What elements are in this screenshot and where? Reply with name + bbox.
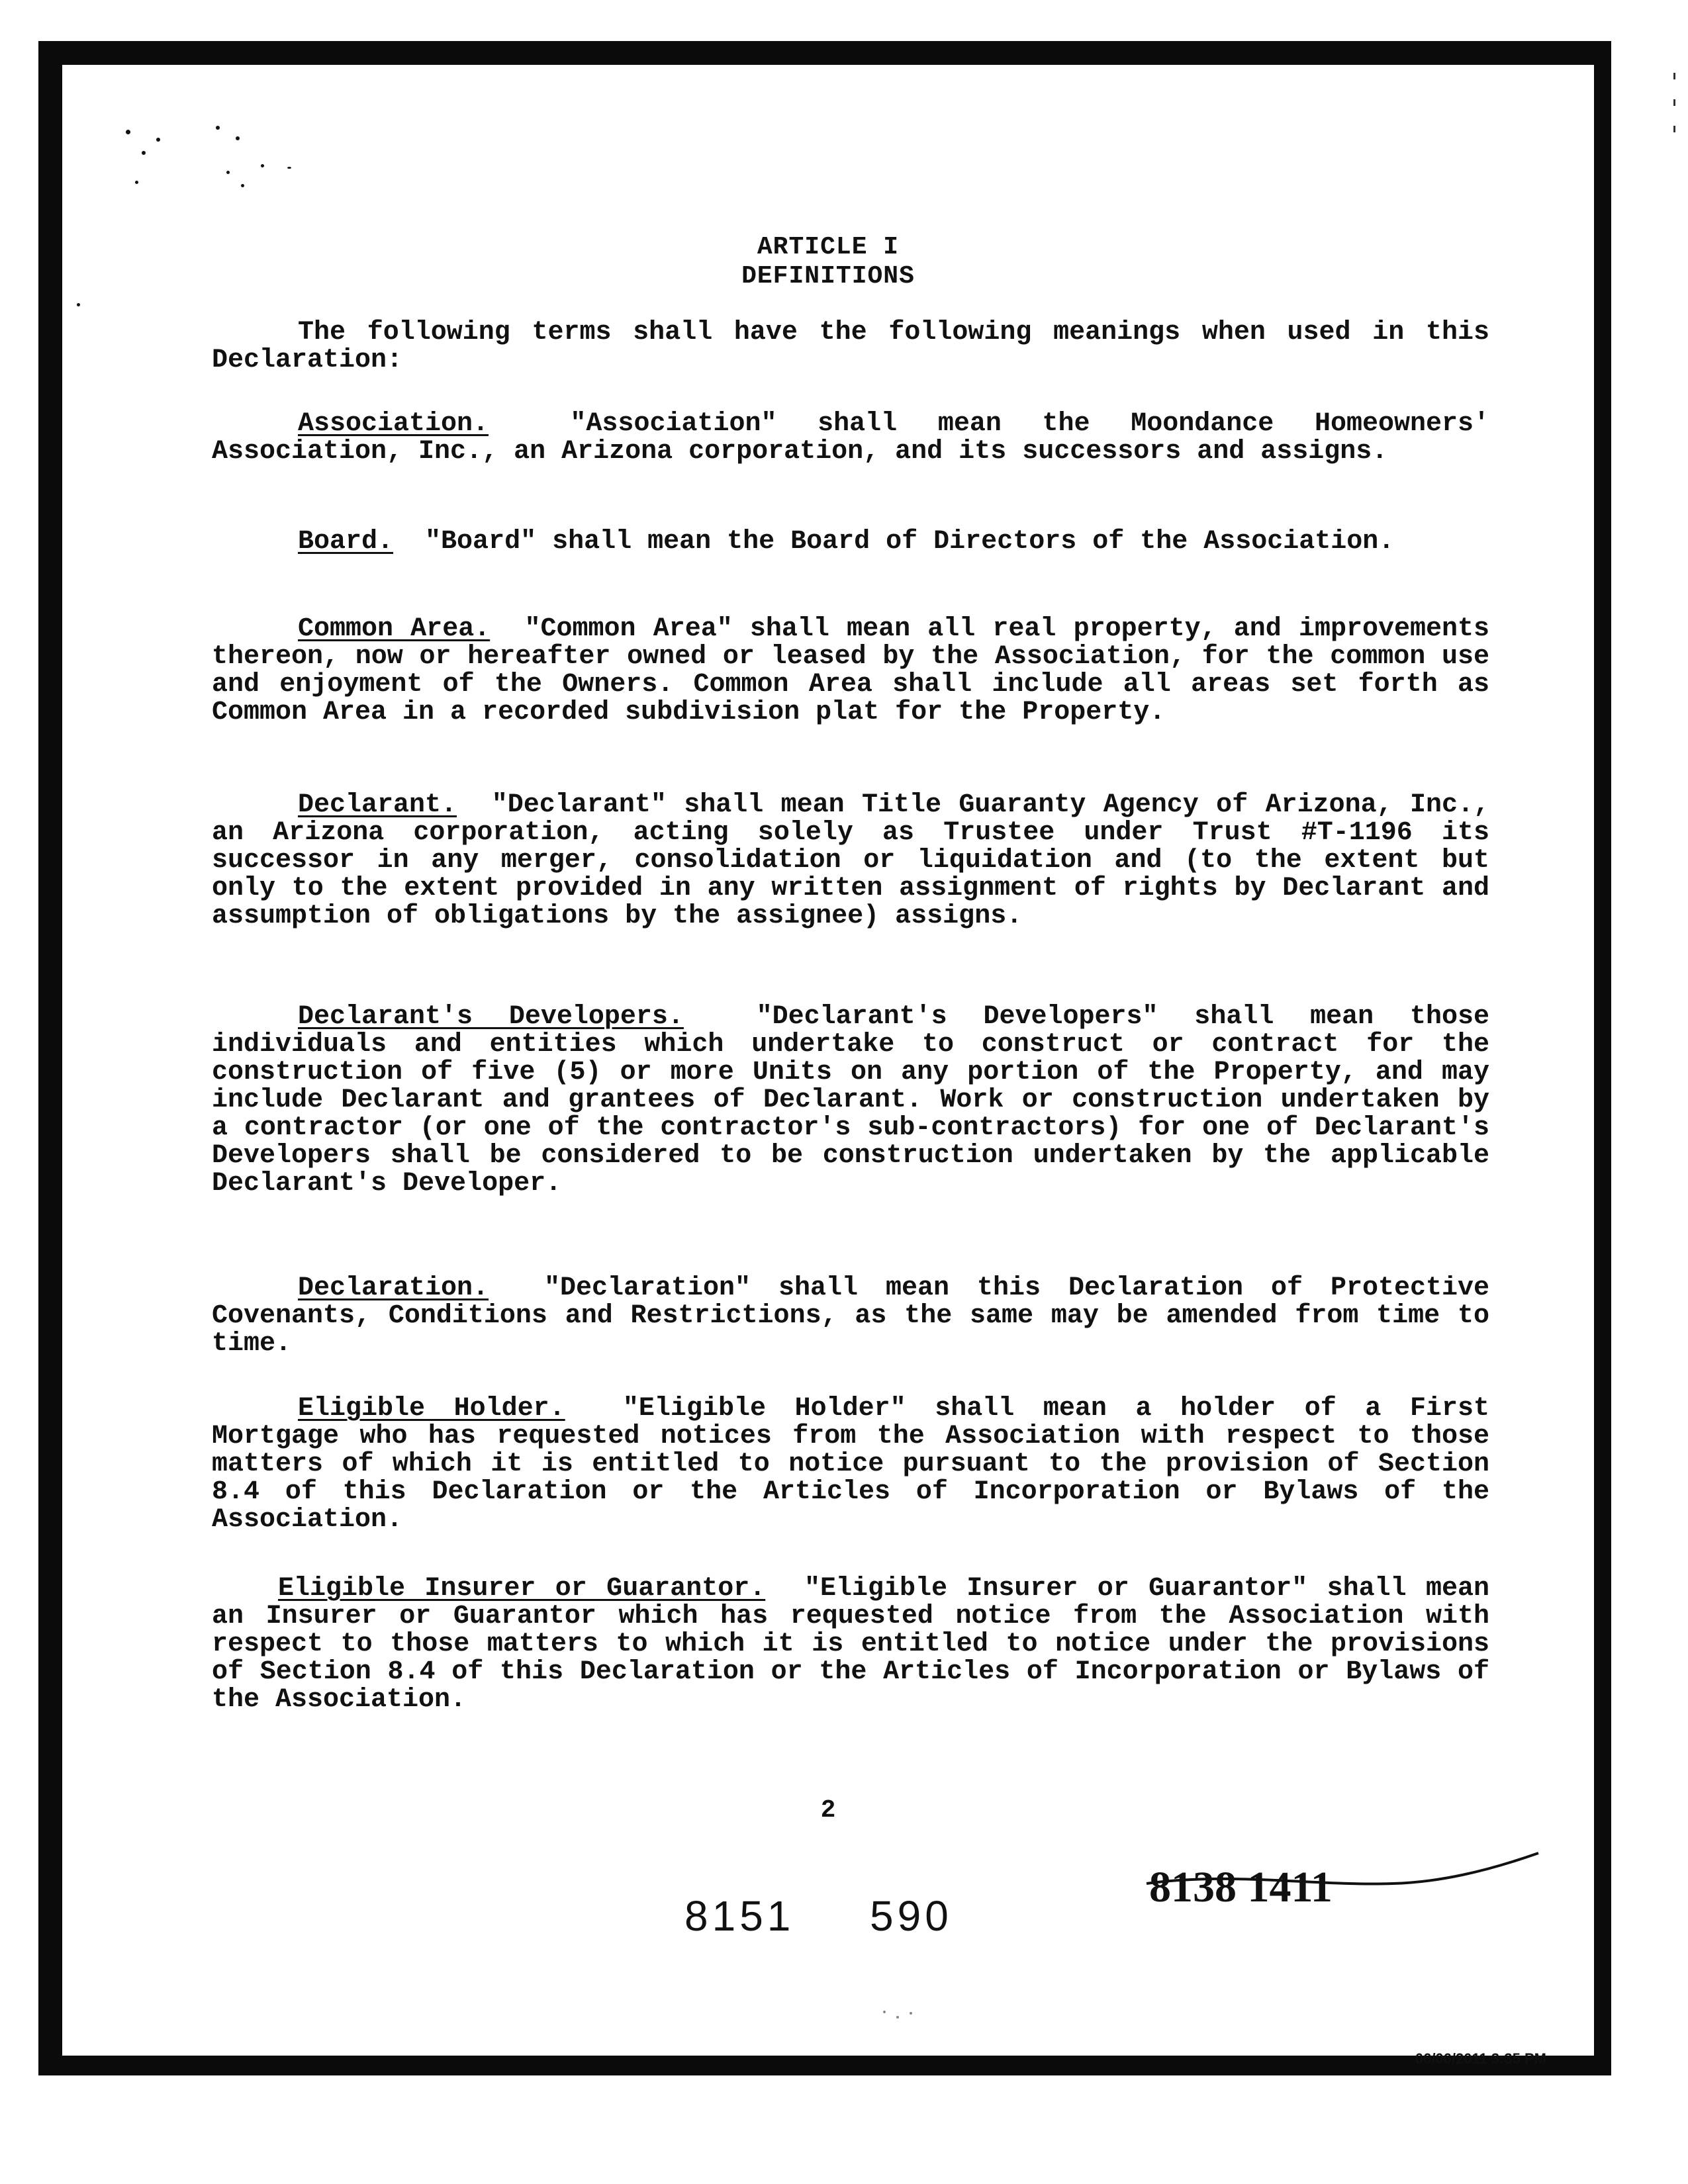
definition-eligible-holder <box>212 1395 1489 1534</box>
scan-speck <box>241 184 244 187</box>
definition-text: "Board" shall mean the Board of Directors of the Association. <box>425 527 1395 557</box>
scan-speck <box>287 167 291 169</box>
definition-text: "Eligible Holder" shall mean a holder of a First Mortgage who has requested notices from the Association with respect to those matters of which it is entitled to notice pursuant to the provision of Section 8.4 of this Declaration or the Articles of Incorporation or Bylaws of the Association. <box>212 1394 1490 1535</box>
article-subheading: DEFINITIONS <box>741 262 915 291</box>
scan-timestamp: 06/06/2011 3:35 PM <box>1415 2050 1546 2067</box>
scan-speck <box>142 151 146 155</box>
definition-common-area <box>212 615 1489 727</box>
definition-term: Eligible Holder. <box>298 1394 565 1424</box>
scan-speck <box>126 130 130 134</box>
struck-page-number: 1411 <box>1247 1863 1333 1911</box>
intro-paragraph <box>212 319 1489 375</box>
article-heading: ARTICLE I <box>757 233 900 261</box>
intro-text: The following terms shall have the following meanings when used in this Declaration: <box>212 318 1489 375</box>
recording-book-number: 8151 <box>684 1892 795 1940</box>
definition-declarant <box>212 792 1489 931</box>
definition-term: Declaration. <box>298 1273 489 1303</box>
recording-page-number: 590 <box>870 1892 953 1940</box>
scan-speck <box>226 171 230 174</box>
definition-declaration <box>212 1275 1489 1358</box>
scan-speck <box>910 2012 912 2015</box>
scan-speck <box>216 126 220 130</box>
definition-term: Common Area. <box>298 614 491 644</box>
scan-speck <box>896 2016 899 2019</box>
scan-speck <box>135 181 138 184</box>
definition-text: "Declarant's Developers" shall mean those individuals and entities which undertake to construct or contract for the construction of five (5) or more Units on any portion of the Property, and may include Declarant and grantees of Declarant. Work or construction undertaken by a contractor (or one of the contractor's sub-contractors) for one of Declarant's Developers shall be considered to be construction undertaken by the applicable Declarant's Developer. <box>212 1002 1490 1199</box>
edge-marks <box>1668 73 1681 152</box>
definition-association <box>212 410 1489 466</box>
definition-text: "Eligible Insurer or Guarantor" shall mean an Insurer or Guarantor which has requested notice from the Association with respect to those matters to which it is entitled to notice under the provisions of Section 8.4 of this Declaration or the Articles of Incorporation or Bylaws of the Association. <box>212 1574 1489 1715</box>
definition-text: "Common Area" shall mean all real property, and improvements thereon, now or hereafter owned or leased by the Association, for the common use and enjoyment of the Owners. Common Area shall include all areas set forth as Common Area in a recorded subdivision plat for the Property. <box>212 614 1490 727</box>
definition-eligible-insurer <box>212 1575 1489 1714</box>
strike-through-mark <box>1141 1845 1552 1918</box>
scan-speck <box>261 164 264 167</box>
document-page <box>62 65 1594 2056</box>
definition-term: Association. <box>298 409 489 439</box>
scan-speck <box>236 136 240 140</box>
struck-book-number: 8138 <box>1149 1863 1237 1911</box>
scan-speck <box>156 138 160 142</box>
page-number: 2 <box>820 1796 836 1825</box>
definition-declarants-developers <box>212 1003 1489 1198</box>
definition-text: "Declaration" shall mean this Declaration of Protective Covenants, Conditions and Restrictions, as the same may be amended from time to time. <box>212 1273 1489 1359</box>
definition-term: Board. <box>298 527 394 557</box>
definition-term: Declarant's Developers. <box>298 1002 684 1032</box>
definition-term: Eligible Insurer or Guarantor. <box>278 1574 766 1604</box>
scan-speck <box>883 2011 886 2013</box>
definition-term: Declarant. <box>298 790 457 820</box>
definition-text: "Association" shall mean the Moondance Homeowners' Association, Inc., an Arizona corporation, and its successors and assigns. <box>212 409 1489 467</box>
definition-text: "Declarant" shall mean Title Guaranty Agency of Arizona, Inc., an Arizona corporation, acting solely as Trustee under Trust #T-1196 its successor in any merger, consolidation or liquidation and (to the extent but only to the extent provided in any written assignment of rights by Declarant and assumption of obligations by the assignee) assigns. <box>212 790 1489 931</box>
scan-speck <box>77 303 80 306</box>
definition-board <box>212 528 1489 556</box>
